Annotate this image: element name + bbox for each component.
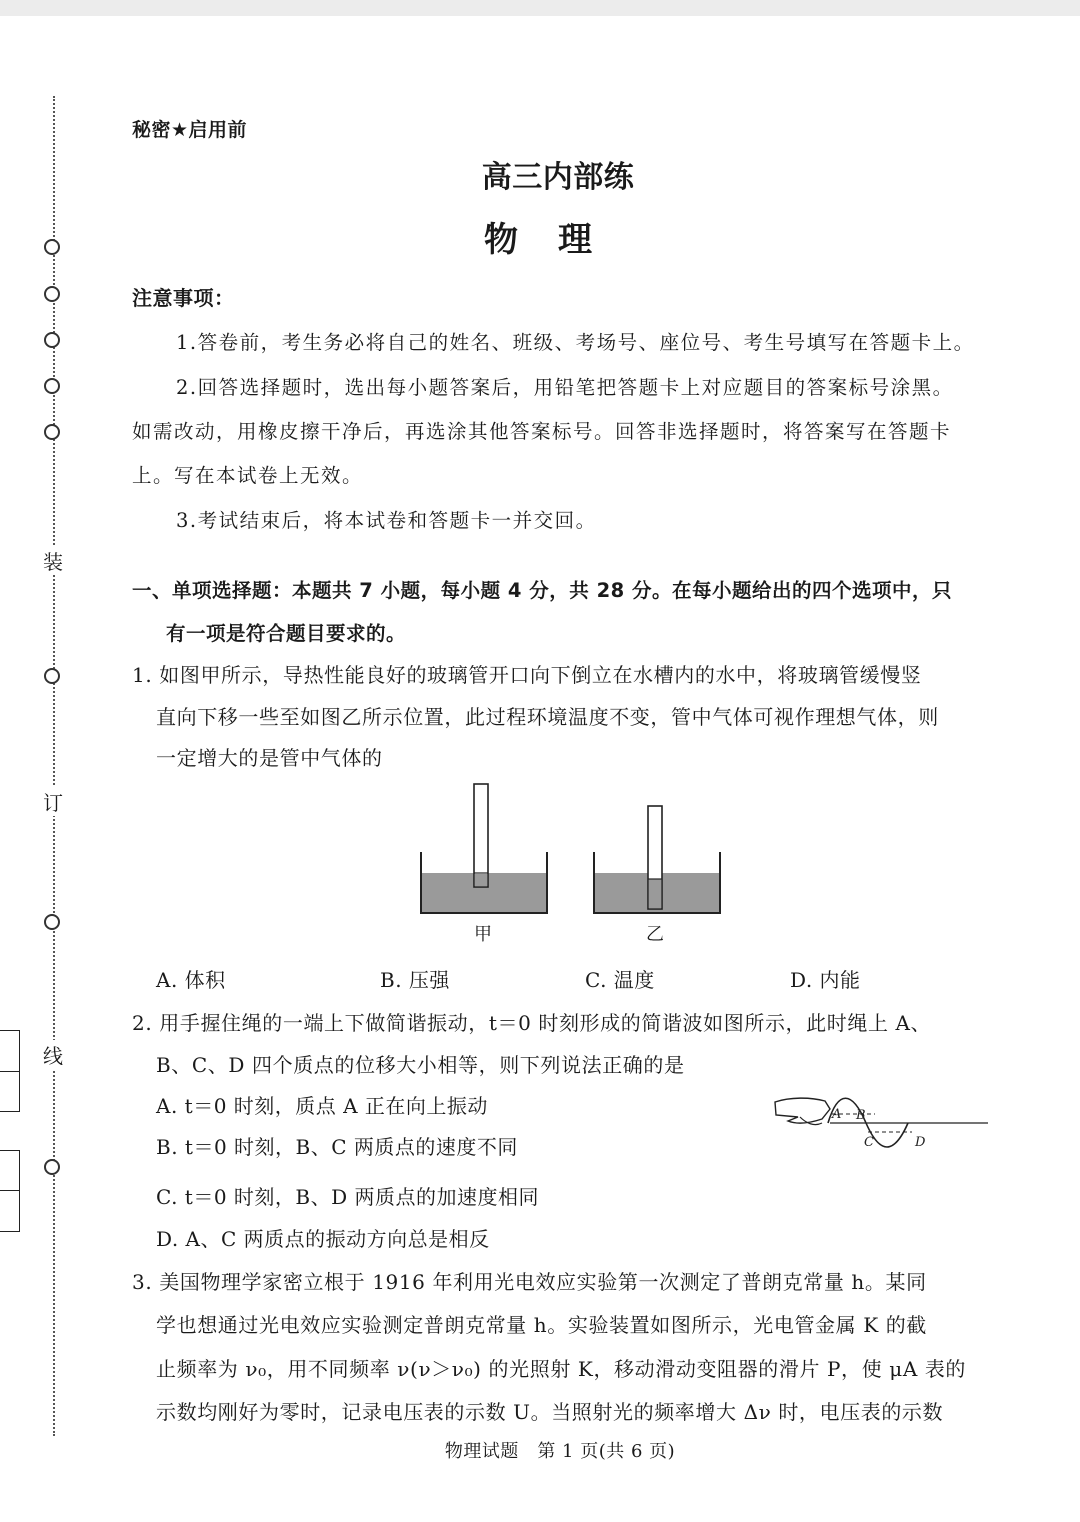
q1-option-b: B. 压强 <box>380 968 450 992</box>
wave-label-c: C <box>864 1135 874 1150</box>
wave-label-d: D <box>915 1135 926 1150</box>
notice-line: 上。写在本试卷上无效。 <box>132 464 364 487</box>
notice-heading: 注意事项： <box>132 286 235 310</box>
question-1-line: 直向下移一些至如图乙所示位置，此过程环境温度不变，管中气体可视作理想气体，则 <box>156 705 939 729</box>
question-3-line: 3. 美国物理学家密立根于 1916 年利用光电效应实验第一次测定了普朗克常量 h。某同 <box>132 1270 927 1294</box>
question-1-line: 1. 如图甲所示，导热性能良好的玻璃管开口向下倒立在水槽内的水中，将玻璃管缓慢竖 <box>132 663 922 687</box>
q1-figure <box>410 780 740 950</box>
binding-hole <box>44 668 60 684</box>
q1-option-c: C. 温度 <box>585 968 655 992</box>
tube-jia <box>474 784 488 887</box>
question-1-line: 一定增大的是管中气体的 <box>156 746 383 770</box>
question-3-line: 示数均刚好为零时，记录电压表的示数 U。当照射光的频率增大 Δν 时，电压表的示数 <box>156 1400 944 1424</box>
section-heading-cont: 有一项是符合题目要求的。 <box>166 622 407 645</box>
notice-line: 2.回答选择题时，选出每小题答案后，用铅笔把答题卡上对应题目的答案标号涂黑。 <box>176 376 954 399</box>
page-footer: 物理试题 第 1 页(共 6 页) <box>444 1441 676 1462</box>
student-info-box <box>0 1150 20 1232</box>
q1-option-d: D. 内能 <box>790 968 861 992</box>
notice-line: 如需改动，用橡皮擦干净后，再选涂其他答案标号。回答非选择题时，将答案写在答题卡 <box>132 420 952 443</box>
secret-label: 秘密★启用前 <box>132 119 248 141</box>
q2-wave-figure <box>770 1085 990 1165</box>
wave-label-b: B <box>856 1108 866 1123</box>
binding-label-zhuang: 装 <box>42 546 64 575</box>
binding-hole <box>44 424 60 440</box>
binding-hole <box>44 332 60 348</box>
subject-title: 物理 <box>484 220 632 260</box>
box-divider <box>0 1190 20 1191</box>
fig-label-jia: 甲 <box>474 924 493 945</box>
notice-line: 3.考试结束后，将本试卷和答题卡一并交回。 <box>176 509 597 532</box>
fig-label-yi: 乙 <box>646 924 665 945</box>
q2-option-a: A. t＝0 时刻，质点 A 正在向上振动 <box>156 1094 488 1118</box>
q1-option-a: A. 体积 <box>156 968 226 992</box>
wave-label-a: A <box>832 1107 842 1122</box>
question-2-line: B、C、D 四个质点的位移大小相等，则下列说法正确的是 <box>156 1053 685 1077</box>
section-heading: 一、单项选择题：本题共 7 小题，每小题 4 分，共 28 分。在每小题给出的四个选项中，只 <box>132 579 953 602</box>
binding-label-xian: 线 <box>42 1040 64 1069</box>
box-divider <box>0 1071 20 1072</box>
top-bar <box>0 0 1080 16</box>
notice-line: 1.答卷前，考生务必将自己的姓名、班级、考场号、座位号、考生号填写在答题卡上。 <box>176 331 975 354</box>
q2-option-d: D. A、C 两质点的振动方向总是相反 <box>156 1227 490 1251</box>
q2-option-c: C. t＝0 时刻，B、D 两质点的加速度相同 <box>156 1185 540 1209</box>
binding-hole <box>44 914 60 930</box>
q2-option-b: B. t＝0 时刻，B、C 两质点的速度不同 <box>156 1135 518 1159</box>
binding-hole <box>44 1159 60 1175</box>
exam-title: 高三内部练 <box>481 160 635 195</box>
binding-hole <box>44 378 60 394</box>
binding-label-ding: 订 <box>42 787 64 816</box>
binding-hole <box>44 286 60 302</box>
question-3-line: 学也想通过光电效应实验测定普朗克常量 h。实验装置如图所示，光电管金属 K 的截 <box>156 1313 927 1337</box>
question-3-line: 止频率为 ν₀，用不同频率 ν(ν＞ν₀) 的光照射 K，移动滑动变阻器的滑片 P，使 μA 表的 <box>156 1357 967 1381</box>
question-2-line: 2. 用手握住绳的一端上下做简谐振动，t＝0 时刻形成的简谐波如图所示，此时绳上 A、 <box>132 1011 932 1035</box>
